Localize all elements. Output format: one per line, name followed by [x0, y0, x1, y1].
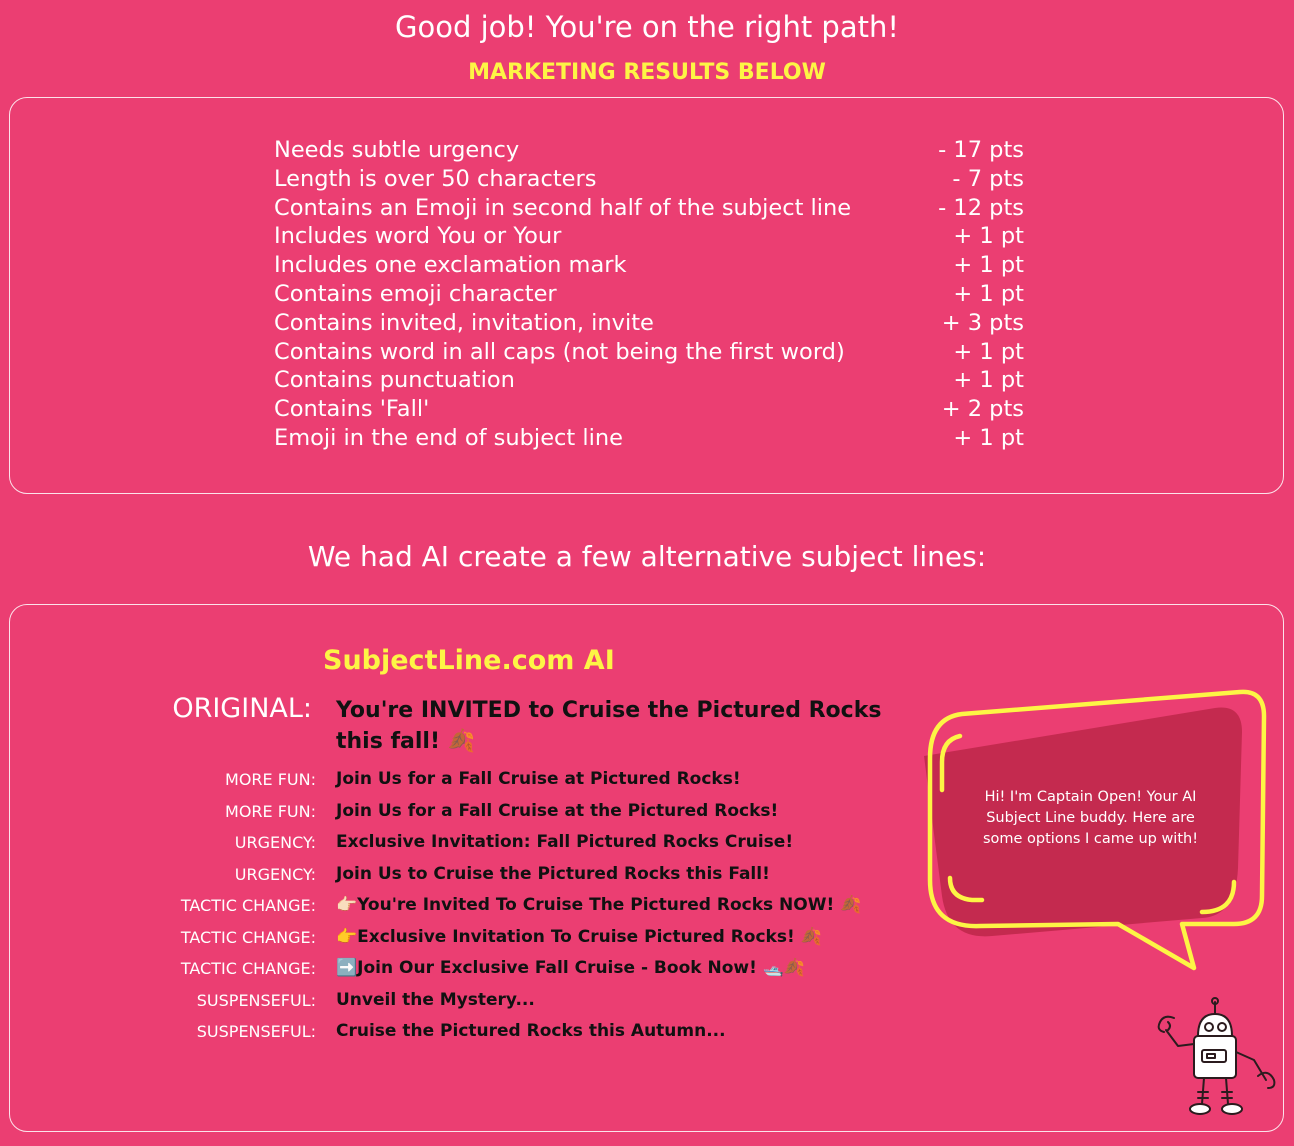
- alternative-tactic-label: MORE FUN:: [225, 770, 316, 789]
- page-headline: Good job! You're on the right path!: [394, 10, 899, 44]
- alternative-subject-line: Join Us to Cruise the Pictured Rocks this Fall!: [336, 863, 770, 884]
- result-label: Needs subtle urgency: [274, 137, 520, 163]
- result-label: Length is over 50 characters: [274, 165, 597, 192]
- results-panel: [9, 97, 1284, 494]
- results-subhead: MARKETING RESULTS BELOW: [468, 60, 826, 85]
- results-list: [274, 136, 1024, 453]
- alternative-subject-line: Exclusive Invitation: Fall Pictured Rocks Cruise!: [336, 832, 794, 852]
- result-row: [274, 366, 1024, 395]
- alternative-subject-line: 👉Exclusive Invitation To Cruise Pictured Rocks! 🍂: [336, 926, 822, 947]
- alternative-subject-line: Unveil the Mystery...: [336, 989, 535, 1010]
- result-label: Includes word You or Your: [274, 223, 562, 250]
- original-subject-line: You're INVITED to Cruise the Pictured Rocks this fall! 🍂: [336, 698, 882, 754]
- result-score: + 1 pt: [953, 338, 1024, 365]
- result-score: + 1 pt: [953, 367, 1024, 394]
- alternative-subject-line: Join Us for a Fall Cruise at the Pictured Rocks!: [336, 800, 779, 821]
- alternative-tactic-label: MORE FUN:: [225, 801, 316, 821]
- alternative-tactic-label: TACTIC CHANGE:: [180, 959, 316, 978]
- alternative-subject-line: 👉🏻You're Invited To Cruise The Pictured Rocks NOW! 🍂: [336, 895, 862, 915]
- alternative-tactic-label: TACTIC CHANGE:: [180, 927, 316, 947]
- result-row: [274, 165, 1024, 194]
- result-score: + 1 pt: [953, 252, 1024, 279]
- alternative-tactic-label: SUSPENSEFUL:: [196, 990, 316, 1010]
- robot-mascot-icon: [1150, 996, 1280, 1120]
- alternative-subject-line: Join Us for a Fall Cruise at Pictured Rocks!: [336, 769, 741, 789]
- alternative-subject-line: ➡️Join Our Exclusive Fall Cruise - Book Now! 🛥️🍂: [336, 958, 806, 978]
- result-row: [274, 424, 1024, 453]
- alternative-tactic-label: URGENCY:: [234, 833, 316, 852]
- result-score: + 1 pt: [953, 280, 1024, 307]
- result-label: Contains punctuation: [274, 367, 515, 394]
- alternative-tactic-label: SUSPENSEFUL:: [196, 1022, 316, 1041]
- alternative-tactic-label: TACTIC CHANGE:: [180, 896, 316, 915]
- result-label: Contains 'Fall': [274, 396, 430, 423]
- result-row: [274, 280, 1024, 309]
- result-row: [274, 309, 1024, 338]
- result-label: Includes one exclamation mark: [274, 252, 627, 279]
- result-label: Contains emoji character: [274, 280, 557, 307]
- result-score: + 3 pts: [941, 309, 1024, 336]
- original-label: ORIGINAL:: [172, 693, 312, 724]
- result-label: Emoji in the end of subject line: [274, 424, 623, 451]
- result-score: + 1 pt: [953, 424, 1024, 451]
- alternative-tactic-label: URGENCY:: [234, 864, 316, 884]
- result-row: [274, 338, 1024, 367]
- result-label: Contains invited, invitation, invite: [274, 309, 654, 336]
- result-score: - 17 pts: [938, 137, 1024, 163]
- result-row: [274, 251, 1024, 280]
- alternative-subject-line: Cruise the Pictured Rocks this Autumn...: [336, 1021, 726, 1041]
- result-score: - 7 pts: [952, 165, 1024, 192]
- assistant-message: Hi! I'm Captain Open! Your AI Subject Line buddy. Here are some options I came up with!: [982, 789, 1199, 847]
- result-score: - 12 pts: [938, 194, 1024, 221]
- result-row: [274, 194, 1024, 223]
- result-row: [274, 136, 1024, 165]
- result-label: Contains an Emoji in second half of the subject line: [274, 194, 852, 221]
- result-score: + 1 pt: [953, 223, 1024, 250]
- alternatives-heading: We had AI create a few alternative subject lines:: [307, 540, 987, 573]
- result-label: Contains word in all caps (not being the first word): [274, 338, 845, 365]
- result-score: + 2 pts: [941, 396, 1024, 423]
- result-row: [274, 395, 1024, 424]
- result-row: [274, 222, 1024, 251]
- ai-brand-title: SubjectLine.com AI: [323, 645, 615, 676]
